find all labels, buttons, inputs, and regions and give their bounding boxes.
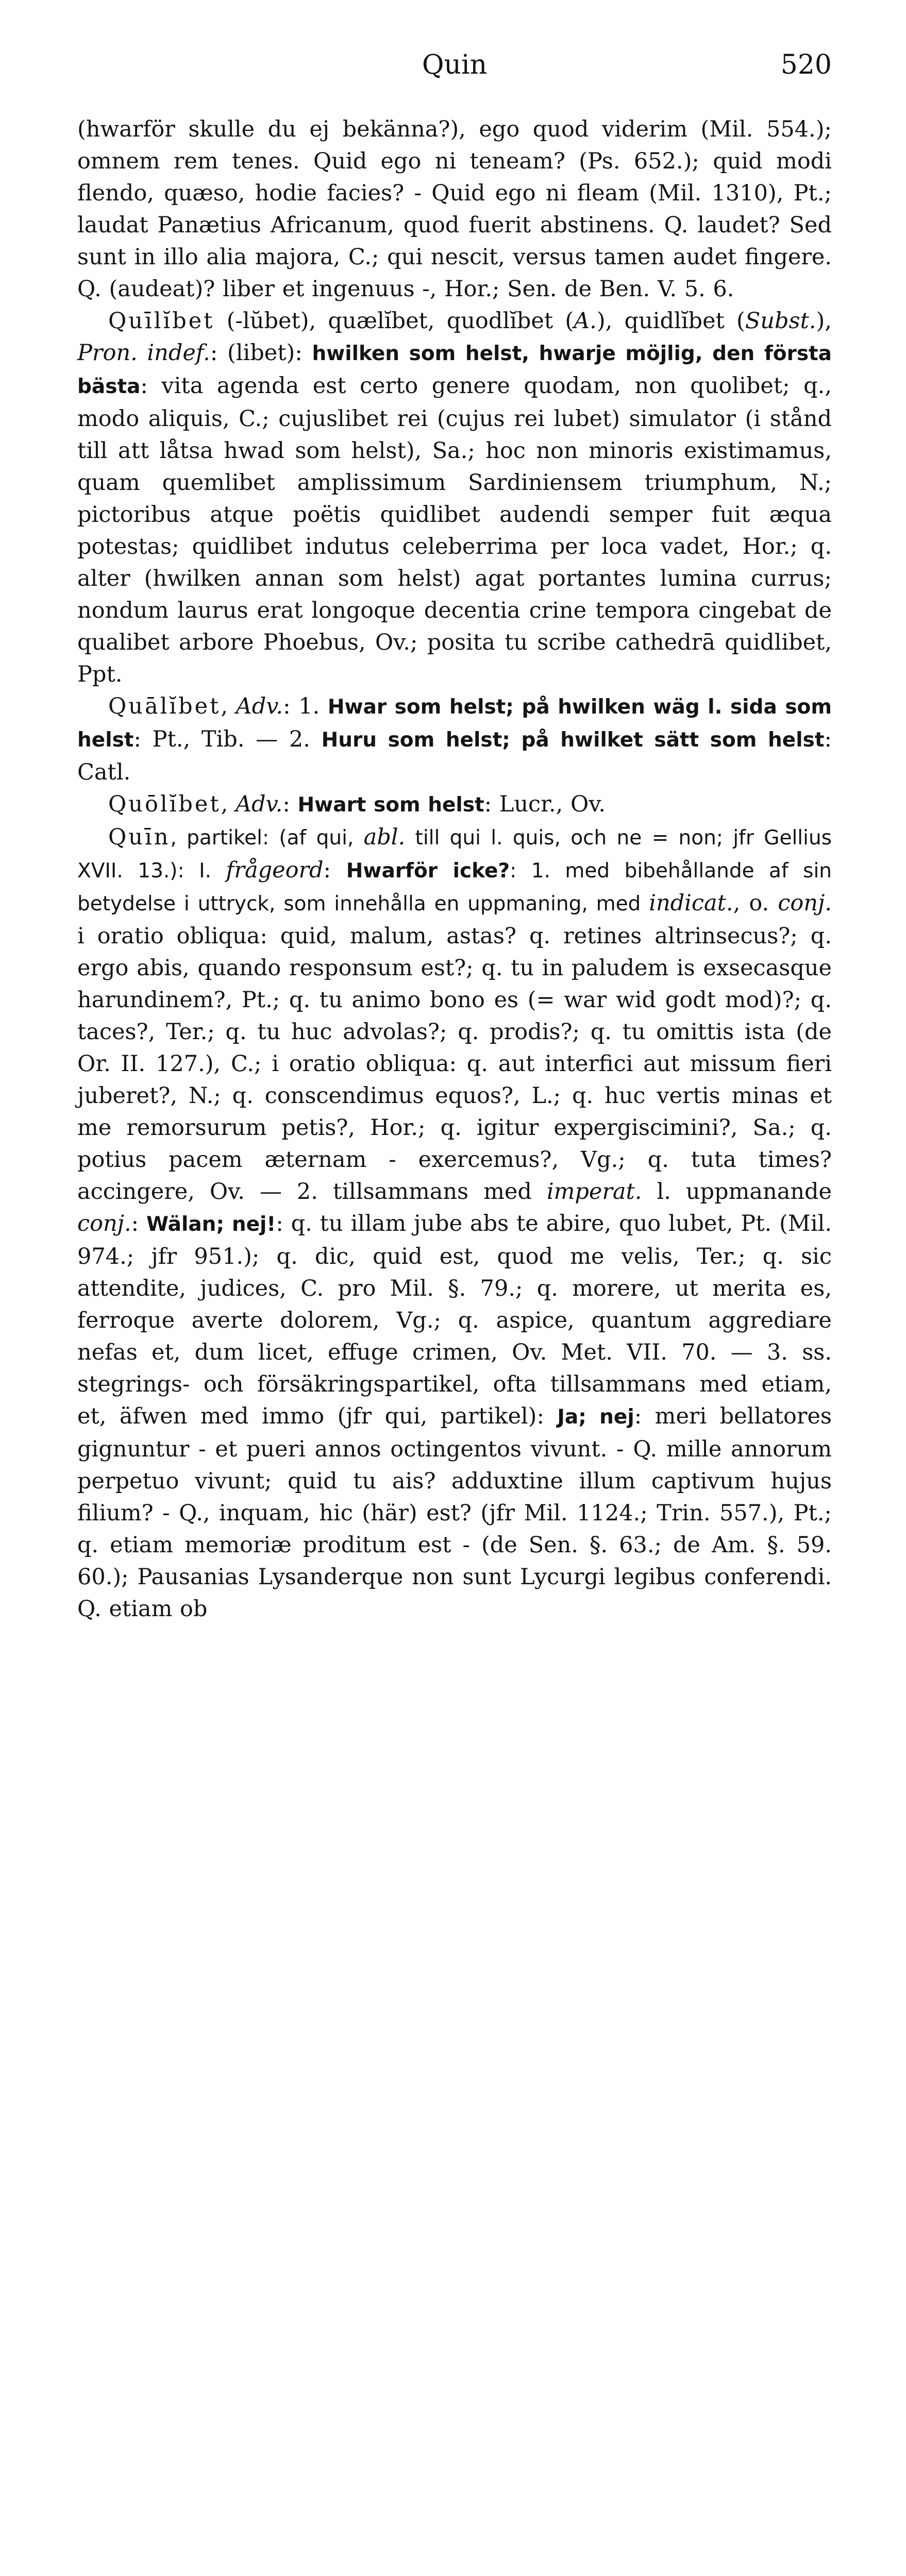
- qualibet-pos: Adv.: [236, 693, 283, 719]
- entry-qualibet: [77, 690, 832, 788]
- headword-quin: Quīn: [108, 824, 171, 850]
- quin-fragord-label: frågeord: [226, 857, 324, 883]
- quilibet-text-4: : (libet):: [210, 340, 312, 366]
- page-header: [77, 49, 832, 93]
- running-head: Quin: [422, 49, 488, 80]
- quin-imperat-label: imperat.: [546, 1179, 642, 1205]
- quilibet-text-5: : vita agenda est certo genere quodam, non quolibet; q., modo aliquis, C.; cujuslibet rei (cujus rei lubet) simulator (i stånd till att låtsa hwad som helst), Sa.; hoc non minoris existimamus, quam quemlibet amplissimum Sardiniensem triumphum, N.; pictoribus atque poëtis quidlibet audendi semper fuit æqua potestas; quidlibet indutus celeberrima per loca vadet, Hor.; q. alter (hwilken annan som helst) agat portantes lumina currus; nondum laurus erat longoque decentia crine tempora cingebat de qualibet arbore Phoebus, Ov.; posita tu scribe cathedrā quidlibet, Ppt.: [77, 373, 832, 687]
- quin-text-4: : 1. med bibehållande af sin betydelse i uttryck, som innehålla en uppmaning, med: [77, 859, 832, 916]
- qualibet-text-2: : 1.: [283, 693, 328, 719]
- quin-text-1: , partikel: (af qui,: [170, 826, 364, 850]
- entry-quolibet: [77, 788, 832, 821]
- qualibet-text-4: : Catl.: [77, 726, 832, 785]
- quolibet-translation: Hwart som helst: [297, 793, 484, 817]
- quin-text-6: i oratio obliqua: quid, malum, astas? q. retines altrinsecus?; q. ergo abis, quando responsum est?; q. tu in paludem is exsecasque harundinem?, Pt.; q. tu animo bono es (= war wid godt mod)?; q. taces?, Ter.; q. tu huc advolas?; q. prodis?; q. tu omittis ista (de Or. II. 127.), C.; i oratio obliqua: q. aut interfici aut missum fieri juberet?, N.; q. conscendimus equos?, L.; q. huc vertis minas et me remorsurum petis?, Hor.; q. igitur expergiscimini?, Sa.; q. potius pacem æternam - exercemus?, Vg.; q. tuta times? accingere, Ov. — 2. tillsammans med: [77, 923, 832, 1205]
- entry-quin: [77, 821, 832, 1625]
- quolibet-text-2: :: [282, 791, 298, 817]
- quin-text-7: l. uppmanande: [642, 1179, 832, 1205]
- quin-conj-label: conj.: [778, 890, 832, 916]
- quolibet-pos: Adv.: [235, 791, 283, 817]
- quilibet-text-2: ), quidlĭbet (: [596, 308, 745, 334]
- quin-translation-1: Hwarför icke?: [346, 859, 510, 883]
- quin-text-9: : q. tu illam jube abs te abire, quo lubet, Pt. (Mil. 974.; jfr 951.); q. dic, quid est, quod me velis, Ter.; q. sic attendite, judices, C. pro Mil. §. 79.; q. morere, ut merita es, ferroque averte dolorem, Vg.; q. aspice, quantum aggrediare nefas et, dum licet, effuge crimen, Ov. Met. VII. 70. — 3. ss. stegrings- och försäkringspartikel, ofta tillsammans med etiam, et, äfwen med immo (jfr qui, partikel):: [77, 1211, 832, 1429]
- quin-conj-label-2: conj.: [77, 1211, 131, 1236]
- quin-text-3: :: [323, 857, 346, 883]
- quin-translation-3: Ja; nej: [557, 1405, 634, 1429]
- entry-quilibet: [77, 305, 832, 690]
- quin-text-10: : meri bellatores gignuntur - et pueri annos octingentos vivunt. - Q. mille annorum perpetuo vivunt; quid tu ais? adduxtine illum captivum hujus filium? - Q., inquam, hic (här) est? (jfr Mil. 1124.; Trin. 557.), Pt.; q. etiam memoriæ proditum est - (de Sen. §. 63.; de Am. §. 59. 60.); Pausanias Lysanderque non sunt Lycurgi legibus conferendi. Q. etiam ob: [77, 1403, 832, 1622]
- quilibet-translation: hwilken som helst, hwarje möjlig, den första bästa: [77, 342, 832, 398]
- quin-abl-label: abl.: [363, 824, 406, 850]
- quilibet-text-3: ),: [816, 308, 832, 334]
- quolibet-text-1: ,: [221, 791, 236, 817]
- qualibet-translation-1: Hwar som helst; på hwilken wäg l. sida som helst: [77, 696, 832, 752]
- quin-text-8: :: [131, 1211, 147, 1236]
- headword-qualibet: Quālĭbet: [108, 693, 221, 719]
- quilibet-pos: Pron. indef.: [77, 340, 210, 366]
- qualibet-text-3: : Pt., Tib. — 2.: [133, 726, 322, 752]
- continuation-text: (hwarför skulle du ej bekänna?), ego quod viderim (Mil. 554.); omnem rem tenes. Quid ego ni teneam? (Ps. 652.); quid modi flendo, quæso, hodie facies? - Quid ego ni fleam (Mil. 1310), Pt.; laudat Panætius Africanum, quod fuerit abstinens. Q. laudet? Sed sunt in illo alia majora, C.; qui nescit, versus tamen audet fingere. Q. (audeat)? liber et ingenuus -, Hor.; Sen. de Ben. V. 5. 6.: [77, 116, 832, 302]
- quilibet-text-1: (-lŭbet), quælĭbet, quodlĭbet (: [214, 308, 574, 334]
- headword-quolibet: Quōlĭbet: [108, 791, 221, 817]
- quin-translation-2: Wälan; nej!: [146, 1213, 276, 1236]
- quin-indicat-label: indicat.: [649, 890, 733, 916]
- page-number: 520: [780, 49, 832, 80]
- dictionary-page: [77, 49, 832, 1625]
- quilibet-adj-label: A.: [574, 308, 597, 334]
- quolibet-text-3: : Lucr., Ov.: [484, 791, 606, 817]
- quin-text-2: till qui l. quis, och ne = non; jfr Gellius XVII. 13.): I.: [77, 826, 832, 883]
- headword-quilibet: Quīlĭbet: [108, 308, 215, 334]
- quilibet-subst-label: Subst.: [745, 308, 816, 334]
- qualibet-translation-2: Huru som helst; på hwilket sätt som helst: [321, 728, 825, 752]
- qualibet-text-1: ,: [221, 693, 236, 719]
- quin-text-5: , o.: [733, 890, 778, 916]
- entry-continuation: [77, 113, 832, 305]
